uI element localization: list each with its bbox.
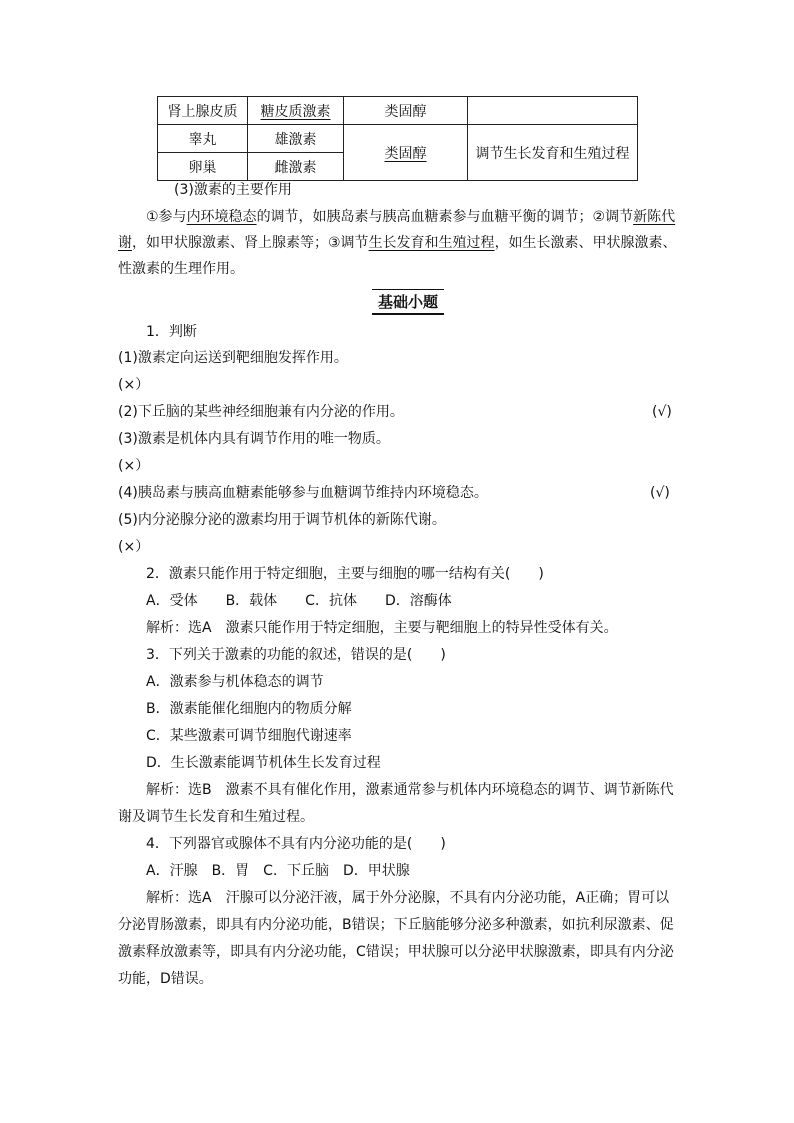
- paragraph-line: [118, 204, 678, 230]
- judge-mark: (×）: [118, 539, 150, 555]
- subsection-heading: (3)激素的主要作用: [174, 182, 292, 198]
- table-cell-gland: 肾上腺皮质: [158, 97, 248, 125]
- underlined-term: 内环境稳态: [186, 209, 257, 225]
- judge-item: (2)下丘脑的某些神经细胞兼有内分泌的作用。: [118, 404, 404, 420]
- text: ，如甲状腺激素、肾上腺素等；③调节: [132, 235, 369, 251]
- section-title: 基础小题: [372, 289, 444, 315]
- table-cell-type: [344, 125, 468, 181]
- judge-mark: (×）: [118, 377, 150, 393]
- table-cell-type: 类固醇: [344, 97, 468, 125]
- question-option: A．激素参与机体稳态的调节: [146, 674, 324, 690]
- table-row: [158, 97, 638, 125]
- judge-item: (5)内分泌腺分泌的激素均用于调节机体的新陈代谢。: [118, 512, 446, 528]
- table-row: [158, 125, 638, 153]
- question-analysis: 解析：选A 汗腺可以分泌汗液，属于外分泌腺，不具有内分泌功能，A正确；胃可以: [146, 890, 670, 906]
- table-cell-function: [468, 97, 638, 125]
- question-options: A．汗腺 B．胃 C．下丘脑 D．甲状腺: [146, 863, 410, 879]
- underlined-hormone: 糖皮质激素: [260, 103, 331, 120]
- table-cell-gland: 睾丸: [158, 125, 248, 153]
- question-option: B．激素能催化细胞内的物质分解: [146, 701, 352, 717]
- table-cell-function: 调节生长发育和生殖过程: [468, 125, 638, 181]
- paragraph-line: 性激素的生理作用。: [118, 261, 244, 277]
- question-option: D．生长激素能调节机体生长发育过程: [146, 755, 381, 771]
- text: 的调节，如胰岛素与胰高血糖素参与血糖平衡的调节；②调节: [256, 209, 634, 225]
- table-cell-hormone: 雌激素: [248, 153, 344, 181]
- table-cell-hormone: [248, 97, 344, 125]
- question-title: 1．判断: [146, 324, 197, 340]
- judge-item: (1)激素定向运送到靶细胞发挥作用。: [118, 350, 348, 366]
- question-analysis: 分泌胃肠激素，即具有内分泌功能，B错误；下丘脑能够分泌多种激素，如抗利尿激素、促: [118, 917, 674, 933]
- judge-mark: (×）: [118, 458, 150, 474]
- underlined-term: 新陈代: [633, 209, 676, 225]
- text: ①参与: [146, 209, 187, 225]
- hormone-table: [157, 96, 638, 181]
- question-analysis: 解析：选A 激素只能作用于特定细胞，主要与靶细胞上的特异性受体有关。: [146, 620, 618, 636]
- question-option: C．某些激素可调节细胞代谢速率: [146, 728, 352, 744]
- judge-item: (4)胰岛素与胰高血糖素能够参与血糖调节维持内环境稳态。: [118, 485, 488, 501]
- judge-mark: (√): [650, 485, 670, 501]
- underlined-term: 谢: [118, 235, 132, 251]
- underlined-term: 生长发育和生殖过程: [368, 235, 495, 251]
- question-analysis: 谢及调节生长发育和生殖过程。: [118, 809, 314, 825]
- judge-mark: (√): [652, 404, 672, 420]
- underlined-type: 类固醇: [384, 145, 427, 162]
- question-stem: 3．下列关于激素的功能的叙述，错误的是( ): [146, 647, 446, 663]
- judge-item: (3)激素是机体内具有调节作用的唯一物质。: [118, 431, 390, 447]
- table-cell-hormone: 雄激素: [248, 125, 344, 153]
- text: ，如生长激素、甲状腺激素、: [494, 235, 677, 251]
- question-stem: 2．激素只能作用于特定细胞，主要与细胞的哪一结构有关( ): [146, 566, 544, 582]
- table-cell-gland: 卵巢: [158, 153, 248, 181]
- question-stem: 4．下列器官或腺体不具有内分泌功能的是( ): [146, 836, 446, 852]
- question-analysis: 解析：选B 激素不具有催化作用，激素通常参与机体内环境稳态的调节、调节新陈代: [146, 782, 674, 798]
- question-analysis: 激素释放激素等，即具有内分泌功能，C错误；甲状腺可以分泌甲状腺激素，即具有内分泌: [118, 944, 674, 960]
- paragraph-line: [118, 230, 678, 256]
- question-options: A．受体 B．载体 C．抗体 D．溶酶体: [146, 593, 452, 609]
- question-analysis: 功能，D错误。: [118, 971, 213, 987]
